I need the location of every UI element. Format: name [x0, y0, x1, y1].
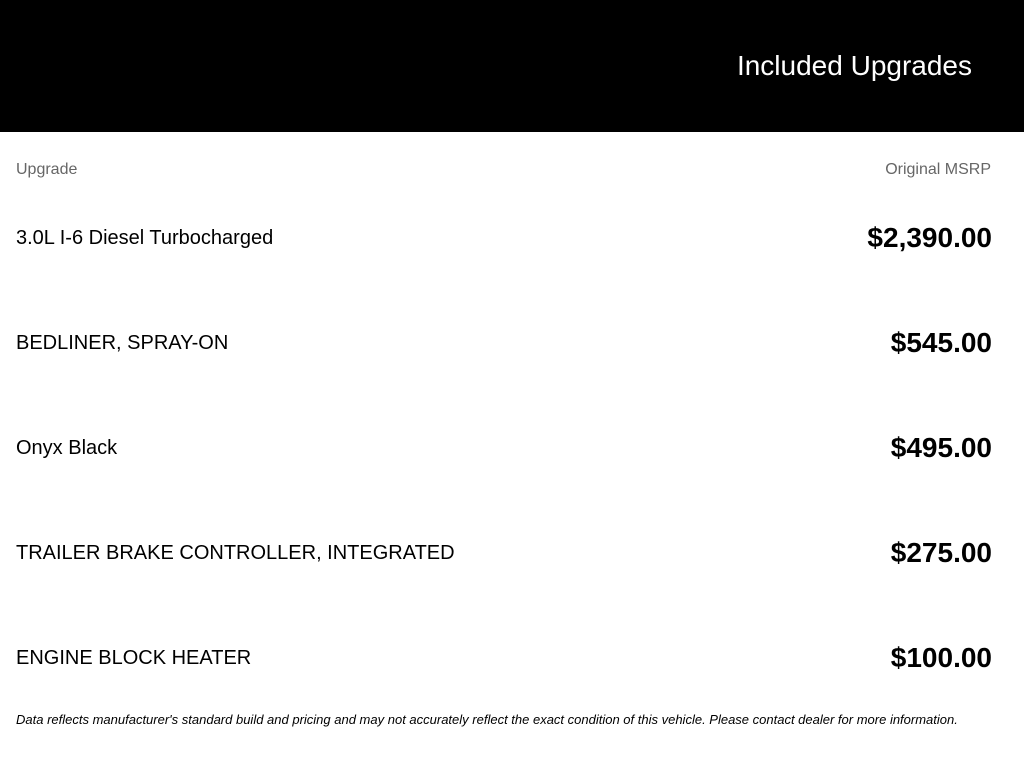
msrp-column-header: Original MSRP	[885, 161, 991, 178]
upgrade-name: Onyx Black	[16, 437, 118, 459]
page-title: Included Upgrades	[736, 50, 972, 81]
list-item	[0, 400, 1024, 505]
upgrade-name: ENGINE BLOCK HEATER	[16, 647, 252, 669]
upgrade-price: $2,390.00	[867, 222, 992, 253]
upgrade-name: BEDLINER, SPRAY-ON	[16, 332, 229, 354]
upgrades-list	[0, 190, 1024, 715]
list-item	[0, 190, 1024, 295]
upgrade-price: $100.00	[890, 642, 992, 673]
upgrade-price: $545.00	[890, 327, 992, 358]
list-item	[0, 505, 1024, 610]
upgrade-name: TRAILER BRAKE CONTROLLER, INTEGRATED	[16, 542, 455, 564]
disclaimer-footnote: Data reflects manufacturer's standard build and pricing and may not accurately reflect the exact condition of this vehicle. Please contact dealer for more information.	[16, 712, 958, 727]
upgrade-price: $275.00	[890, 537, 992, 568]
list-item	[0, 295, 1024, 400]
upgrade-column-header: Upgrade	[16, 161, 78, 178]
upgrade-price: $495.00	[890, 432, 992, 463]
list-item	[0, 610, 1024, 715]
header-banner	[0, 0, 1024, 132]
upgrade-name: 3.0L I-6 Diesel Turbocharged	[16, 227, 274, 249]
